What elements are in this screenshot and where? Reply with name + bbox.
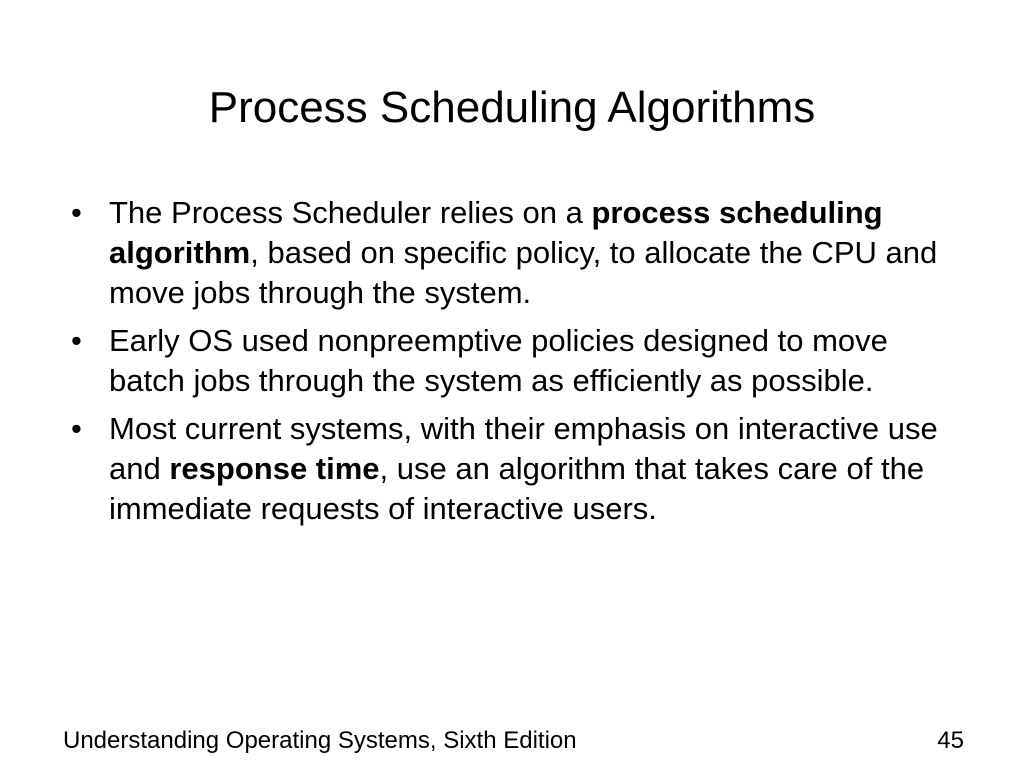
- bullet-item: [71, 321, 961, 401]
- bullet-text-segment: Most current systems, with their emphasis on interactive use and: [109, 411, 938, 486]
- footer-page-number: 45: [937, 727, 964, 754]
- bullet-text-segment: , use an algorithm that takes care of the immediate requests of interactive users.: [109, 451, 925, 526]
- bullet-item: [71, 193, 961, 313]
- bullet-item: [71, 409, 961, 529]
- bullet-text-emphasis: process scheduling algorithm: [109, 195, 883, 270]
- bullet-text-segment: Early OS used nonpreemptive policies designed to move batch jobs through the system as efficiently as possible.: [109, 323, 888, 398]
- bullet-text-segment: The Process Scheduler relies on a: [109, 195, 592, 230]
- bullet-dot-icon: •: [71, 323, 82, 358]
- bullet-text-emphasis: response time: [169, 451, 380, 486]
- bullet-dot-icon: •: [71, 195, 82, 230]
- bullet-list: [71, 193, 961, 537]
- bullet-dot-icon: •: [71, 411, 82, 446]
- bullet-text-segment: , based on specific policy, to allocate the CPU and move jobs through the system.: [109, 235, 938, 310]
- slide-title: Process Scheduling Algorithms: [208, 83, 816, 132]
- footer-book-title: Understanding Operating Systems, Sixth Edition: [63, 727, 577, 754]
